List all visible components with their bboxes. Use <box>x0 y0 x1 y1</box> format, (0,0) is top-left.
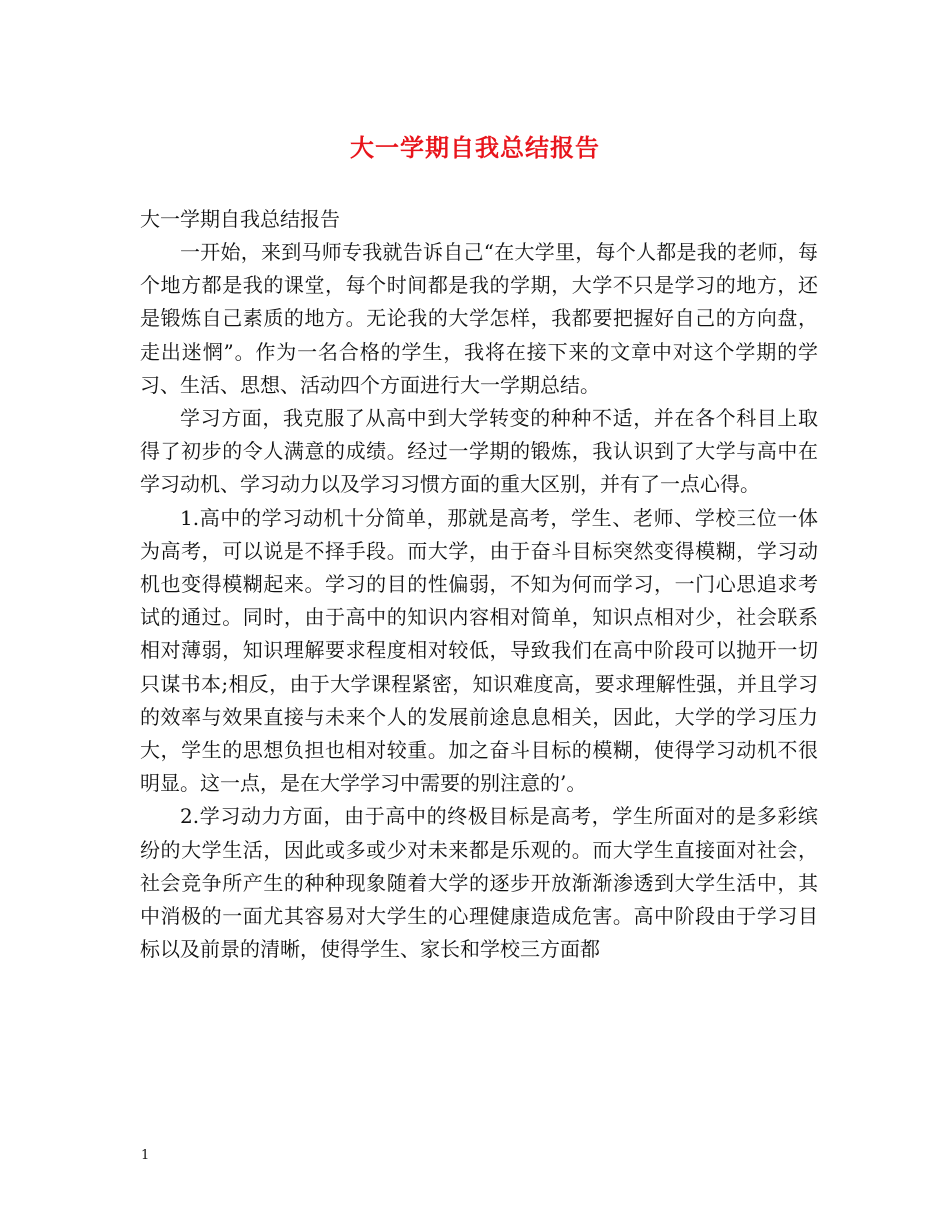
paragraph-motivation: 1.高中的学习动机十分简单，那就是高考，学生、老师、学校三位一体为高考，可以说是不择手段。而大学，由于奋斗目标突然变得模糊，学习动机也变得模糊起来。学习的目的性偏弱，不知为何而学习，一门心思追求考试的通过。同时，由于高中的知识内容相对简单，知识点相对少，社会联系相对薄弱，知识理解要求程度相对较低，导致我们在高中阶段可以抛开一切只谋书本;相反，由于大学课程紧密，知识难度高，要求理解性强，并且学习的效率与效果直接与未来个人的发展前途息息相关，因此，大学的学习压力大，学生的思想负担也相对较重。加之奋斗目标的模糊，使得学习动机不很明显。这一点，是在大学学习中需要的别注意的’。 <box>140 505 818 796</box>
document-title: 大一学期自我总结报告 <box>350 133 600 162</box>
paragraph-study: 学习方面，我克服了从高中到大学转变的种种不适，并在各个科目上取得了初步的令人满意的成绩。经过一学期的锻炼，我认识到了大学与高中在学习动机、学习动力以及学习习惯方面的重大区别，并有了一点心得。 <box>140 406 818 497</box>
page-number: 1 <box>141 1148 150 1163</box>
paragraph-drive: 2.学习动力方面，由于高中的终极目标是高考，学生所面对的是多彩缤纷的大学生活，因此或多或少对未来都是乐观的。而大学生直接面对社会，社会竞争所产生的种种现象随着大学的逐步开放渐渐渗透到大学生活中，其中消极的一面尤其容易对大学生的心理健康造成危害。高中阶段由于学习目标以及前景的清晰，使得学生、家长和学校三方面都 <box>140 804 818 962</box>
document-body <box>140 203 818 966</box>
paragraph-intro: 一开始，来到马师专我就告诉自己“在大学里，每个人都是我的老师，每个地方都是我的课堂，每个时间都是我的学期，大学不只是学习的地方，还是锻炼自己素质的地方。无论我的大学怎样，我都要把握好自己的方向盘，走出迷惘”。作为一名合格的学生，我将在接下来的文章中对这个学期的学习、生活、思想、活动四个方面进行大一学期总结。 <box>140 240 818 397</box>
document-subtitle: 大一学期自我总结报告 <box>140 207 340 231</box>
